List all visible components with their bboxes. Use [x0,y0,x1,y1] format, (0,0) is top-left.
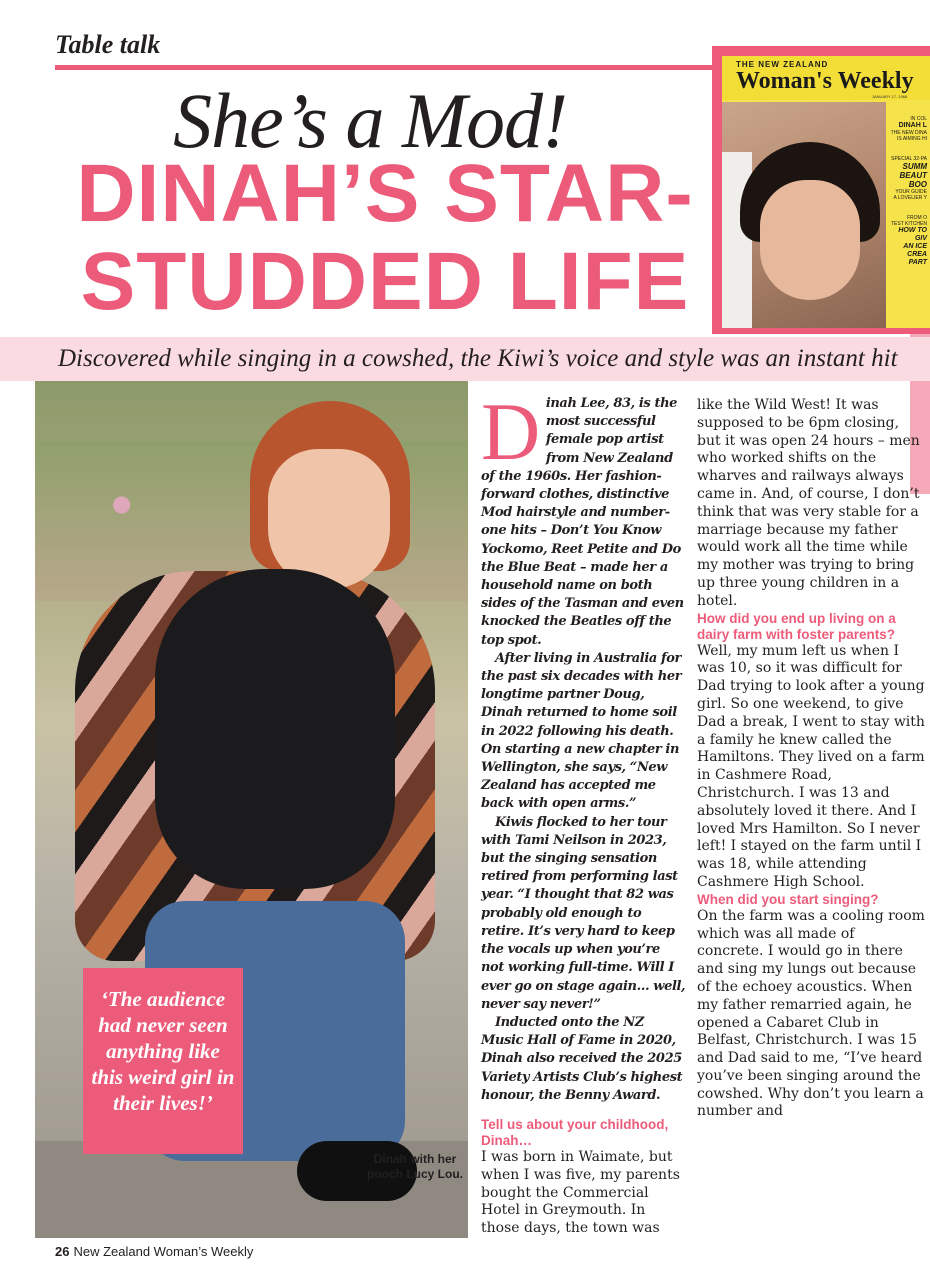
headline-line-1: DINAH’S STAR- [76,148,694,239]
cover-face [760,180,860,300]
intro-paragraph-1 [481,386,686,650]
article-column-1 [481,386,686,1238]
intro-paragraph-2: After living in Australia for the past six decades with her longtime partner Doug, Dinah returned to home soil in 2022 following his death. On starting a new chapter in Wellington, she says, “New Zealand has accepted me back with open arms.” [481,650,682,812]
coverline: DINAH L [898,122,927,129]
coverline: IN COL [910,116,927,122]
photo-dog [155,569,395,889]
article-column-2 [697,397,925,1121]
publication-name: New Zealand Woman’s Weekly [73,1244,254,1259]
coverline: YOUR GUIDE [895,189,927,195]
section-rule [55,65,715,70]
headline [50,150,720,326]
coverline: TEST KITCHEN [890,221,927,227]
section-label: Table talk [55,30,161,59]
intro-paragraph-1-text: inah Lee, 83, is the most successful female pop artist from New Zealand of the 1960s. Her fashion-forward clothes, distinctive Mod hairstyle and number-one hits – Don’t You Know Yockomo, Reet Petite and Do the Blue Beat – made her a household name on both sides of the Tasman and even knocked the Beatles off the top spot. [481,396,684,648]
intro-paragraph-3: Kiwis flocked to her tour with Tami Neilson in 2023, but the singing sensation retired from performing last year. “I thought that 82 was probably old enough to retire. It’s very hard to keep the vocals up when you’re not working full-time. Will I ever go on stage again… well, never say never!” [481,814,686,1012]
coverline: AN ICE CREA [903,243,927,258]
standfirst: Discovered while singing in a cowshed, the Kiwi’s voice and style was an instant hit [58,345,898,372]
coverline: THE NEW DINA [890,130,927,136]
cover-date: JANUARY 17, 1966 [872,94,908,99]
intro-paragraph-4: Inducted onto the NZ Music Hall of Fame in 2020, Dinah also received the 2025 Variety Artists Club’s highest honour, the Benny Award. [481,1014,683,1103]
coverline: SUMM [902,162,927,171]
page-folio [55,1244,253,1259]
article-intro [481,386,686,1105]
photo-face [268,449,390,589]
headline-line-2: STUDDED LIFE [80,236,690,327]
question-3: When did you start singing? [697,891,879,907]
cover-masthead-small: THE NEW ZEALAND [736,60,829,69]
coverline: IS AIMING HI [896,136,927,142]
drop-cap: D [481,386,540,477]
photo-caption: Dinah with her pooch Lucy Lou. [367,1152,463,1181]
coverline: HOW TO GIV [898,227,927,242]
cover-masthead [722,56,930,100]
cover-coverlines [886,116,930,267]
coverline: BOO [908,180,927,189]
cover-photo [722,102,886,328]
pull-quote: ‘The audience had never seen anything like this weird girl in their lives!’ [91,987,235,1115]
headline-script: She’s a Mod! [173,77,567,164]
coverline: FROM O [907,215,927,221]
magazine-cover-image [722,56,930,328]
answer-2: Well, my mum left us when I was 10, so it was difficult for Dad trying to look after a young girl. So one weekend, to give Dad a break, I went to stay with a family he knew called the Hamiltons. They lived on a farm in Cashmere Road, Christchurch. I was 13 and absolutely loved it there. And I loved Mrs Hamilton. So I never left! I stayed on the farm until I was 18, while attending Cashmere High School. [697,642,925,890]
coverline: PART [908,259,927,266]
coverline: BEAUT [899,171,927,180]
question-2: How did you end up living on a dairy farm with foster parents? [697,610,896,642]
page-number: 26 [55,1244,70,1259]
answer-1-part-2: like the Wild West! It was supposed to be 6pm closing, but it was open 24 hours – men who worked shifts on the wharves and railways always came in. And, of course, I don’t think that was very stable for a marriage because my father would work all the time while my mother was trying to bring up three young children in a hotel. [697,397,920,609]
coverline: A LOVELIER Y [893,195,927,201]
coverline: SPECIAL 32-PA [891,156,927,162]
answer-1-part-1: I was born in Waimate, but when I was five, my parents bought the Commercial Hotel in Greymouth. In those days, the town was [481,1148,680,1237]
answer-3: On the farm was a cooling room which was all made of concrete. I would go in there and sing my lungs out because of the echoey acoustics. When my father remarried again, he opened a Cabaret Club in Belfast, Christchurch. I was 15 and Dad said to me, “I’ve heard you’ve been singing around the cowshed. Why don’t you learn a number and [697,907,925,1120]
question-1: Tell us about your childhood, Dinah… [481,1116,669,1148]
cover-masthead-title: Woman's Weekly [736,68,914,94]
